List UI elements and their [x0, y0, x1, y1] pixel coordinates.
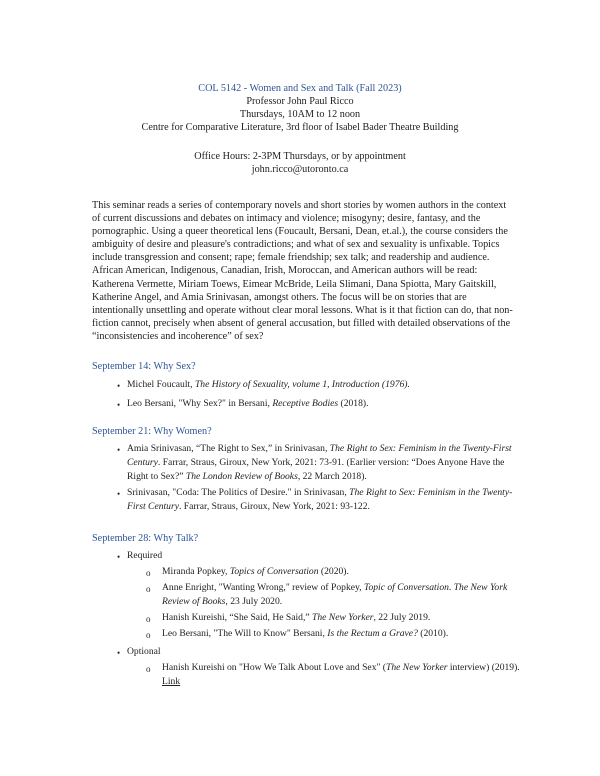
- bullet-icon: •: [117, 400, 121, 410]
- reading-entry: Hanish Kureishi on "How We Talk About Love and Sex" (The New Yorker interview) (2019). Link: [162, 662, 520, 687]
- reading-entry: Hanish Kureishi, “She Said, He Said,” The New Yorker, 22 July 2019.: [162, 612, 431, 623]
- sub-bullet-icon: o: [146, 614, 151, 624]
- reading-entry: Anne Enright, "Wanting Wrong," review of Popkey, Topic of Conversation. The New York Review of Books, 23 July 2020.: [162, 582, 508, 607]
- optional-label: Optional: [127, 646, 161, 657]
- class-schedule: Thursdays, 10AM to 12 noon: [239, 109, 361, 120]
- course-header: [0, 82, 600, 134]
- reading-entry: Leo Bersani, "Why Sex?" in Bersani, Receptive Bodies (2018).: [127, 398, 369, 409]
- week-heading-sep21: September 21: Why Women?: [92, 426, 212, 437]
- week-heading-sep28: September 28: Why Talk?: [92, 533, 199, 544]
- course-description: This seminar reads a series of contemporary novels and short stories by women authors in the context of current discussions and debates on intimacy and violence; misogyny; desire, fantasy, and the pornographic. Using a queer theoretical lens (Foucault, Bersani, Dean, et.al.), the course considers the ambiguity of desire and pleasure's contradictions; and what of sex and sexuality is unfixable. Topics include transgression and consent; rape; female friendship; sex talk; and readership and audience. African American, Indigenous, Canadian, Irish, Moroccan, and American authors will be read: Katherena Vermette, Miriam Toews, Eimear McBride, Leila Slimani, Dana Spiotta, Mary Gaitskill, Katherine Angel, and Amia Srinivasan, amongst others. The focus will be on stories that are intentionally unsettling and operate without clear moral lessons. What is it that fiction can do, that non-fiction cannot, precisely when absent of general accusation, but filled with detailed observations of the “inconsistencies and incoherence” of sex?: [92, 200, 513, 342]
- professor-name: Professor John Paul Ricco: [246, 96, 354, 107]
- reading-entry: Amia Srinivasan, “The Right to Sex,” in Srinivasan, The Right to Sex: Feminism in the Twenty-First Century. Farrar, Straus, Giroux, New York, 2021: 73-91. (Earlier version: “Does Anyone Have the Right to Sex?” The London Review of Books, 22 March 2018).: [127, 443, 512, 482]
- required-label: Required: [127, 550, 163, 561]
- reading-entry: Miranda Popkey, Topics of Conversation (2020).: [162, 566, 349, 577]
- bullet-icon: •: [117, 445, 121, 455]
- interview-link[interactable]: Link: [162, 676, 181, 687]
- office-hours: Office Hours: 2-3PM Thursdays, or by appointment: [194, 151, 406, 162]
- week-heading-sep14: September 14: Why Sex?: [92, 361, 196, 372]
- course-title: COL 5142 - Women and Sex and Talk (Fall 2023): [198, 83, 402, 94]
- sub-bullet-icon: o: [146, 664, 151, 674]
- sub-bullet-icon: o: [146, 584, 151, 594]
- sub-bullet-icon: o: [146, 568, 151, 578]
- bullet-icon: •: [117, 552, 121, 562]
- bullet-icon: •: [117, 489, 121, 499]
- bullet-icon: •: [117, 648, 121, 658]
- bullet-icon: •: [117, 381, 121, 391]
- reading-entry: Leo Bersani, "The Will to Know" Bersani, Is the Rectum a Grave? (2010).: [162, 628, 449, 639]
- reading-entry: Michel Foucault, The History of Sexuality, volume 1, Introduction (1976).: [127, 379, 410, 390]
- office-info: [0, 150, 600, 176]
- contact-email: john.ricco@utoronto.ca: [251, 164, 349, 175]
- class-location: Centre for Comparative Literature, 3rd floor of Isabel Bader Theatre Building: [141, 122, 459, 133]
- sub-bullet-icon: o: [146, 630, 151, 640]
- reading-entry: Srinivasan, "Coda: The Politics of Desire." in Srinivasan, The Right to Sex: Feminism in the Twenty-First Century. Farrar, Straus, Giroux, New York, 2021: 93-122.: [127, 487, 513, 512]
